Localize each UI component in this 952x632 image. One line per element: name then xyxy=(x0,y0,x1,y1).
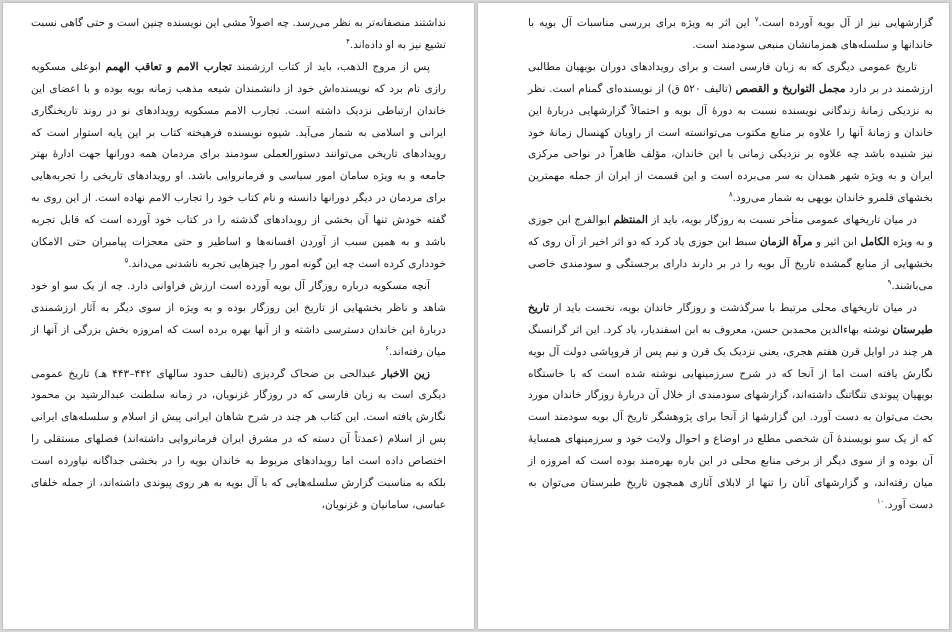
paragraph xyxy=(528,13,933,57)
text-run: سبط ابن جوزی یاد کرد که دو اثر اخیر از آن روی که بخشهایی از منابع گمشده تاریخ آل بویه را در بر دارند دارای برجستگی و سودمندی خاصی می‌باشند. xyxy=(528,236,933,292)
text-run: ابوالفرج ابن جوزی و به ویژه xyxy=(528,214,934,249)
text-run: ابن اثیر و xyxy=(812,236,861,249)
book-title: مجمل التواریخ و القصص xyxy=(735,82,846,95)
paragraph xyxy=(528,298,933,517)
text-run: ابوعلی مسکویه رازی نام برد که نویسنده‌اش خود از دانشمندان شیعه مذهب زمانه بویه بوده و با اعضای این خاندان ارتباطی نزدیک داشته است. تجارب الامم مسکویه رویدادهای نو در روند تاریخنگاری ایرانی و اسلامی به شمار می‌آید. شیوه نویسنده فرهیخته کتاب بر این پایه استوار است که رویدادهای تاریخی می‌توانند دستورالعملی سودمند برای مردمان همه دورانها جهت ادارهٔ بهتر جامعه و به ویژه سامان امور سیاسی و فرمانروایی باشد. او رویدادهای تاریخی را تجربه‌هایی برای مردمان در دیگر دورانها دانسته و نام کتاب خود را تجارب الامم نهاده است. از این روی به گفته خودش تنها آن بخشی از رویدادهای گذشته را در کتاب خود آورده است که قابل تجربه باشد و به همین سبب از آوردن افسانه‌ها و اساطیر و حتی معجزات پیامبران حتی الامکان خودداری کرده است چه این گونه امور را چیزهایی تجربه ناشدنی می‌داند. xyxy=(31,60,446,270)
text-run: در میان تاریخهای محلی مرتبط با سرگذشت و روزگار خاندان بویه، نخست باید از xyxy=(549,301,917,314)
text-run: این اثر به ویژه برای بررسی مناسبات آل بویه با خاندانها و سلسله‌های همزمانشان منبعی سودمند است. xyxy=(528,17,933,51)
left-page xyxy=(3,3,474,629)
paragraph xyxy=(31,13,446,57)
text-run: پس از مروج الذهب، باید از کتاب ارزشمند xyxy=(231,60,430,73)
text-run: نداشتند منصفانه‌تر به نظر می‌رسد. چه اصولاً مشی این نویسنده چنین است و حتی گاهی نسبت تشیع نیز به او داده‌اند. xyxy=(31,17,446,51)
paragraph xyxy=(528,57,933,210)
text-run: آنچه مسکویه درباره روزگار آل بویه آورده است ارزش فراوانی دارد. چه از یک سو او خود شاهد و ناظر بخشهایی از تاریخ این روزگار بوده و به ویژه از سوی دیگر به آثار ارزشمندی دربارهٔ این خاندان دسترسی داشته و از آنها بهره برده است که امروزه بخش بزرگی از آنها از میان رفته‌اند. xyxy=(31,279,446,358)
footnote-marker: ۴ xyxy=(346,37,350,46)
book-title: مرآة الزمان xyxy=(760,236,813,249)
text-run: تاریخ عمومی دیگری که به زبان فارسی است و برای رویدادهای دوران بویهیان مطالبی ارزشمند در بر دارد xyxy=(528,60,933,95)
footnote-marker: ۶ xyxy=(385,344,389,353)
right-page-text xyxy=(528,13,933,517)
text-run: (تالیف ۵۲۰ ق) از نویسنده‌ای گمنام است. نظر به نزدیکی زمانهٔ زندگانی نویسنده نسبت به دورهٔ آل بویه و احتمالاً گزارشهایی دربارهٔ این خاندان و زمانهٔ آنها را علاوه بر منابع مکتوب می‌توانسته است از راویان کهنسال زمانهٔ خود نیز شنیده باشد چه علاوه بر نزدیکی زمانی با این خاندان، مؤلف ظاهراً در نواحی مرکزی ایران و به ویژه شهر همدان به سر می‌برده است و این قسمت از ایران از جمله مهمترین بخشهای قلمرو خاندان بویهی به شمار می‌رود. xyxy=(528,82,933,205)
book-title: تاریخ طبرستان xyxy=(528,301,933,336)
footnote-marker: ۱۰ xyxy=(876,497,885,506)
text-run: عبدالحی بن ضحاک گردیزی (تالیف حدود سالهای ۴۴۲–۴۴۳ هـ) تاریخ عمومی دیگری است به زبان فارسی که در روزگار غزنویان، در زمانه سلطنت عبدالرشید بن محمود نگارش یافته است. این کتاب هر چند در شرح شاهان ایرانی پیش از اسلام و سلسله‌های ایرانی پس از اسلام (عمدتاً آن دسته که در مشرق ایران فرمانروایی داشته‌اند) فصلهای مستقلی را اختصاص داده است اما رویدادهای مربوط به خاندان بویه را در بخشی جداگانه نیاورده است بلکه به مناسبت گزارش سلسله‌هایی که با آل بویه به هر روی پیوندی داشته‌اند، از جمله خلفای عباسی، سامانیان و غزنویان، xyxy=(31,367,446,511)
footnote-marker: ۵ xyxy=(124,256,129,265)
text-run: در میان تاریخهای عمومی متأخر نسبت به روزگار بویه، باید از xyxy=(647,214,917,227)
book-title: زین الاخبار xyxy=(381,367,430,380)
right-page xyxy=(478,3,949,629)
text-run: گزارشهایی نیز از آل بویه آورده است. xyxy=(758,17,933,29)
paragraph xyxy=(31,276,446,364)
book-title: الکامل xyxy=(860,236,890,249)
paragraph xyxy=(528,210,933,298)
footnote-marker: ۷ xyxy=(754,15,759,24)
footnote-marker: ۸ xyxy=(728,190,733,199)
paragraph xyxy=(31,57,446,276)
book-title: تجارب الامم و تعاقب الهمم xyxy=(105,60,232,73)
paragraph xyxy=(31,364,446,517)
left-page-text xyxy=(31,13,446,517)
book-title: المنتظم xyxy=(613,214,648,227)
text-run: نوشته بهاءالدین محمدبن حسن، معروف به ابن اسفندیار، یاد کرد. این اثر گرانسنگ هر چند در اوایل قرن هفتم هجری، یعنی نزدیک یک قرن و نیم پس از فروپاشی دولت آل بویه نگارش یافته است اما از آنجا که در شرح سرزمینهایی نوشته شده است که با خاستگاه بویهیان پیوندی تنگاتنگ داشته‌اند، گزارشهای سودمندی از خلال آن دربارهٔ روزگار خاندان مورد بحث می‌توان به دست آورد. این گزارشها از آنجا برای پژوهشگر تاریخ آل بویه سودمند است که از یک سو نویسندهٔ آن شخصی مطلع در اوضاع و احوال ولایت خود و سرزمینهای همسایهٔ آن بوده و از سوی دیگر از برخی منابع محلی در این باره بهره‌مند بوده است که امروزه از میان رفته‌اند، و گزارشهای آنان را تنها از لابلای آثاری همچون تاریخ طبرستان می‌توان به دست آورد. xyxy=(528,323,933,511)
footnote-marker: ۹ xyxy=(887,278,892,287)
